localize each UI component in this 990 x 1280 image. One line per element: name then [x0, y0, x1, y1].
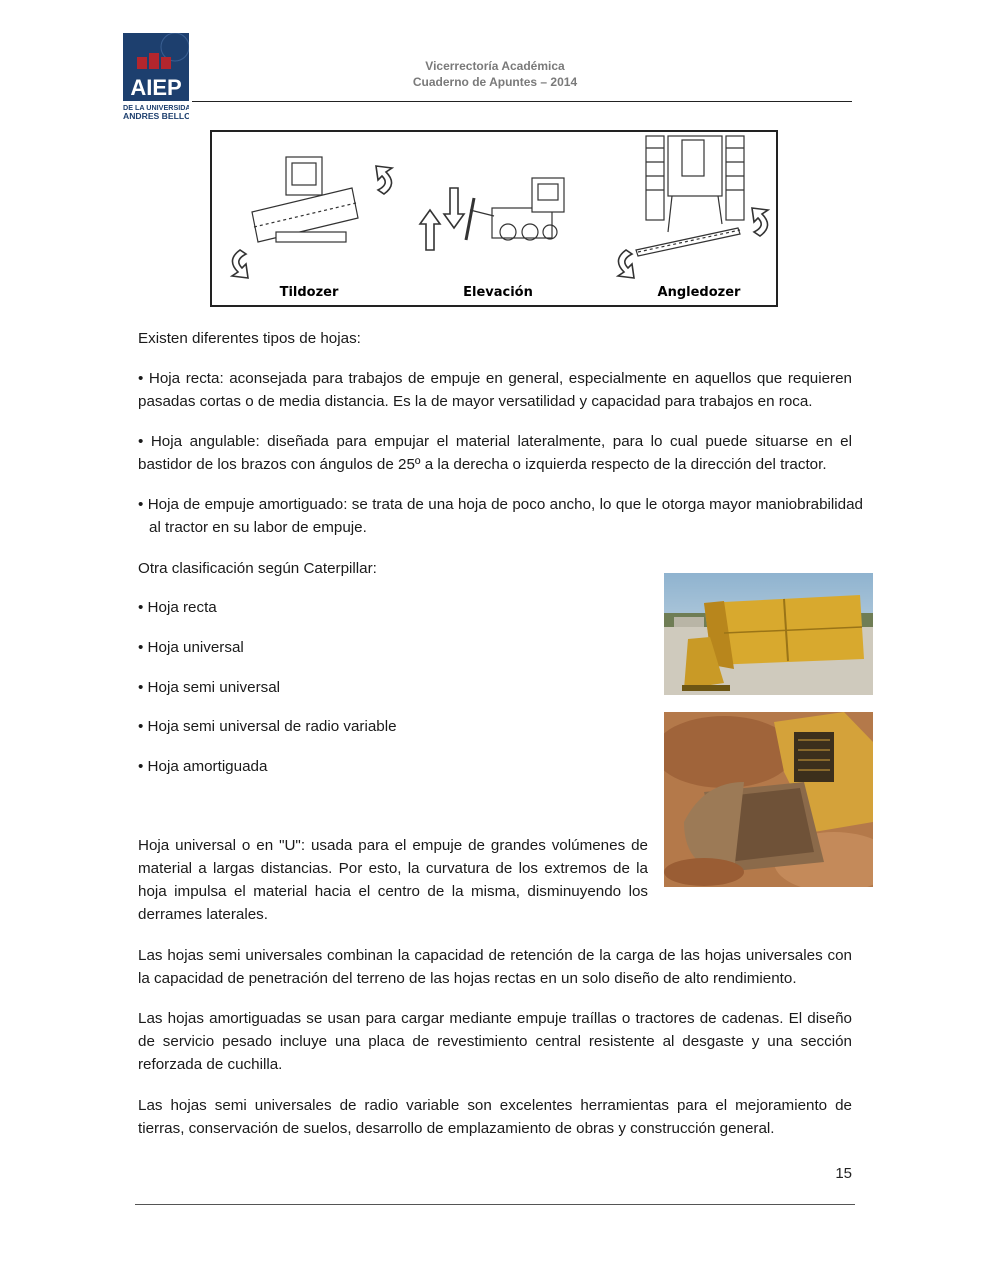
figure-label-elevacion: Elevación [463, 285, 533, 300]
universal-blade-photo [664, 573, 873, 695]
variable-radius-paragraph: Las hojas semi universales de radio variable son excelentes herramientas para el mejoramiento de tierras, conservación de suelos, desarrollo de emplazamiento de obras y construcción general. [138, 1097, 852, 1137]
aiep-logo [123, 33, 189, 120]
tildozer-illustration [232, 157, 392, 278]
logo-line1: DE LA UNIVERSIDAD [123, 103, 189, 112]
header-title-line2: Cuaderno de Apuntes – 2014 [412, 75, 578, 89]
caterpillar-item-semi-universal: • Hoja semi universal [138, 679, 281, 696]
bullet-hoja-recta: • Hoja recta: aconsejada para trabajos de empuje en general, especialmente en aquellos que requieren pasadas cortas o de media distancia. Es la de mayor versatilidad y capacidad para trabajos en roca. [138, 370, 852, 410]
header-rule [192, 101, 852, 102]
header-title-line1: Vicerrectoría Académica [425, 59, 565, 73]
bullet-hoja-amortiguado: • Hoja de empuje amortiguado: se trata de una hoja de poco ancho, lo que le otorga mayor maniobrabilidad al tractor en su labor de empuje. [138, 496, 863, 536]
page-number: 15 [835, 1165, 852, 1182]
caterpillar-intro: Otra clasificación según Caterpillar: [138, 560, 377, 577]
cushion-blade-paragraph: Las hojas amortiguadas se usan para cargar mediante empuje traíllas o tractores de cadenas. El diseño de servicio pesado incluye una placa de revestimiento central resistente al desgaste y una sección reforzada de cuchilla. [138, 1010, 852, 1073]
universal-blade-paragraph: Hoja universal o en "U": usada para el empuje de grandes volúmenes de material a largas distancias. Por esto, la curvatura de los extremos de la hoja impulsa el material hacia el centro de la misma, disminuyendo los derrames laterales. [138, 837, 648, 923]
figure-label-tildozer: Tildozer [279, 285, 339, 300]
blade-movements-figure [210, 130, 778, 307]
caterpillar-item-amortiguada: • Hoja amortiguada [138, 758, 268, 775]
running-header [380, 58, 610, 90]
semi-universal-paragraph: Las hojas semi universales combinan la capacidad de retención de la carga de las hojas universales con la capacidad de penetración del terreno de las hojas rectas en un solo diseño de alto rendimiento. [138, 947, 852, 987]
logo-acronym: AIEP [130, 75, 182, 100]
angledozer-illustration [618, 136, 768, 278]
bullet-hoja-angulable: • Hoja angulable: diseñada para empujar el material lateralmente, para lo cual puede situarse en el bastidor de los brazos con ángulos de 25º a la derecha o izquierda respecto de la dirección del tractor. [138, 433, 852, 473]
blade-types-intro: Existen diferentes tipos de hojas: [138, 330, 361, 347]
caterpillar-item-universal: • Hoja universal [138, 639, 244, 656]
footer-rule [135, 1204, 855, 1205]
figure-label-angledozer: Angledozer [657, 285, 741, 300]
elevation-illustration [420, 178, 564, 250]
caterpillar-item-recta: • Hoja recta [138, 599, 217, 616]
dozer-pushing-dirt-photo [664, 712, 873, 887]
logo-line2: ANDRES BELLO [123, 111, 189, 120]
caterpillar-item-radio-variable: • Hoja semi universal de radio variable [138, 718, 397, 735]
